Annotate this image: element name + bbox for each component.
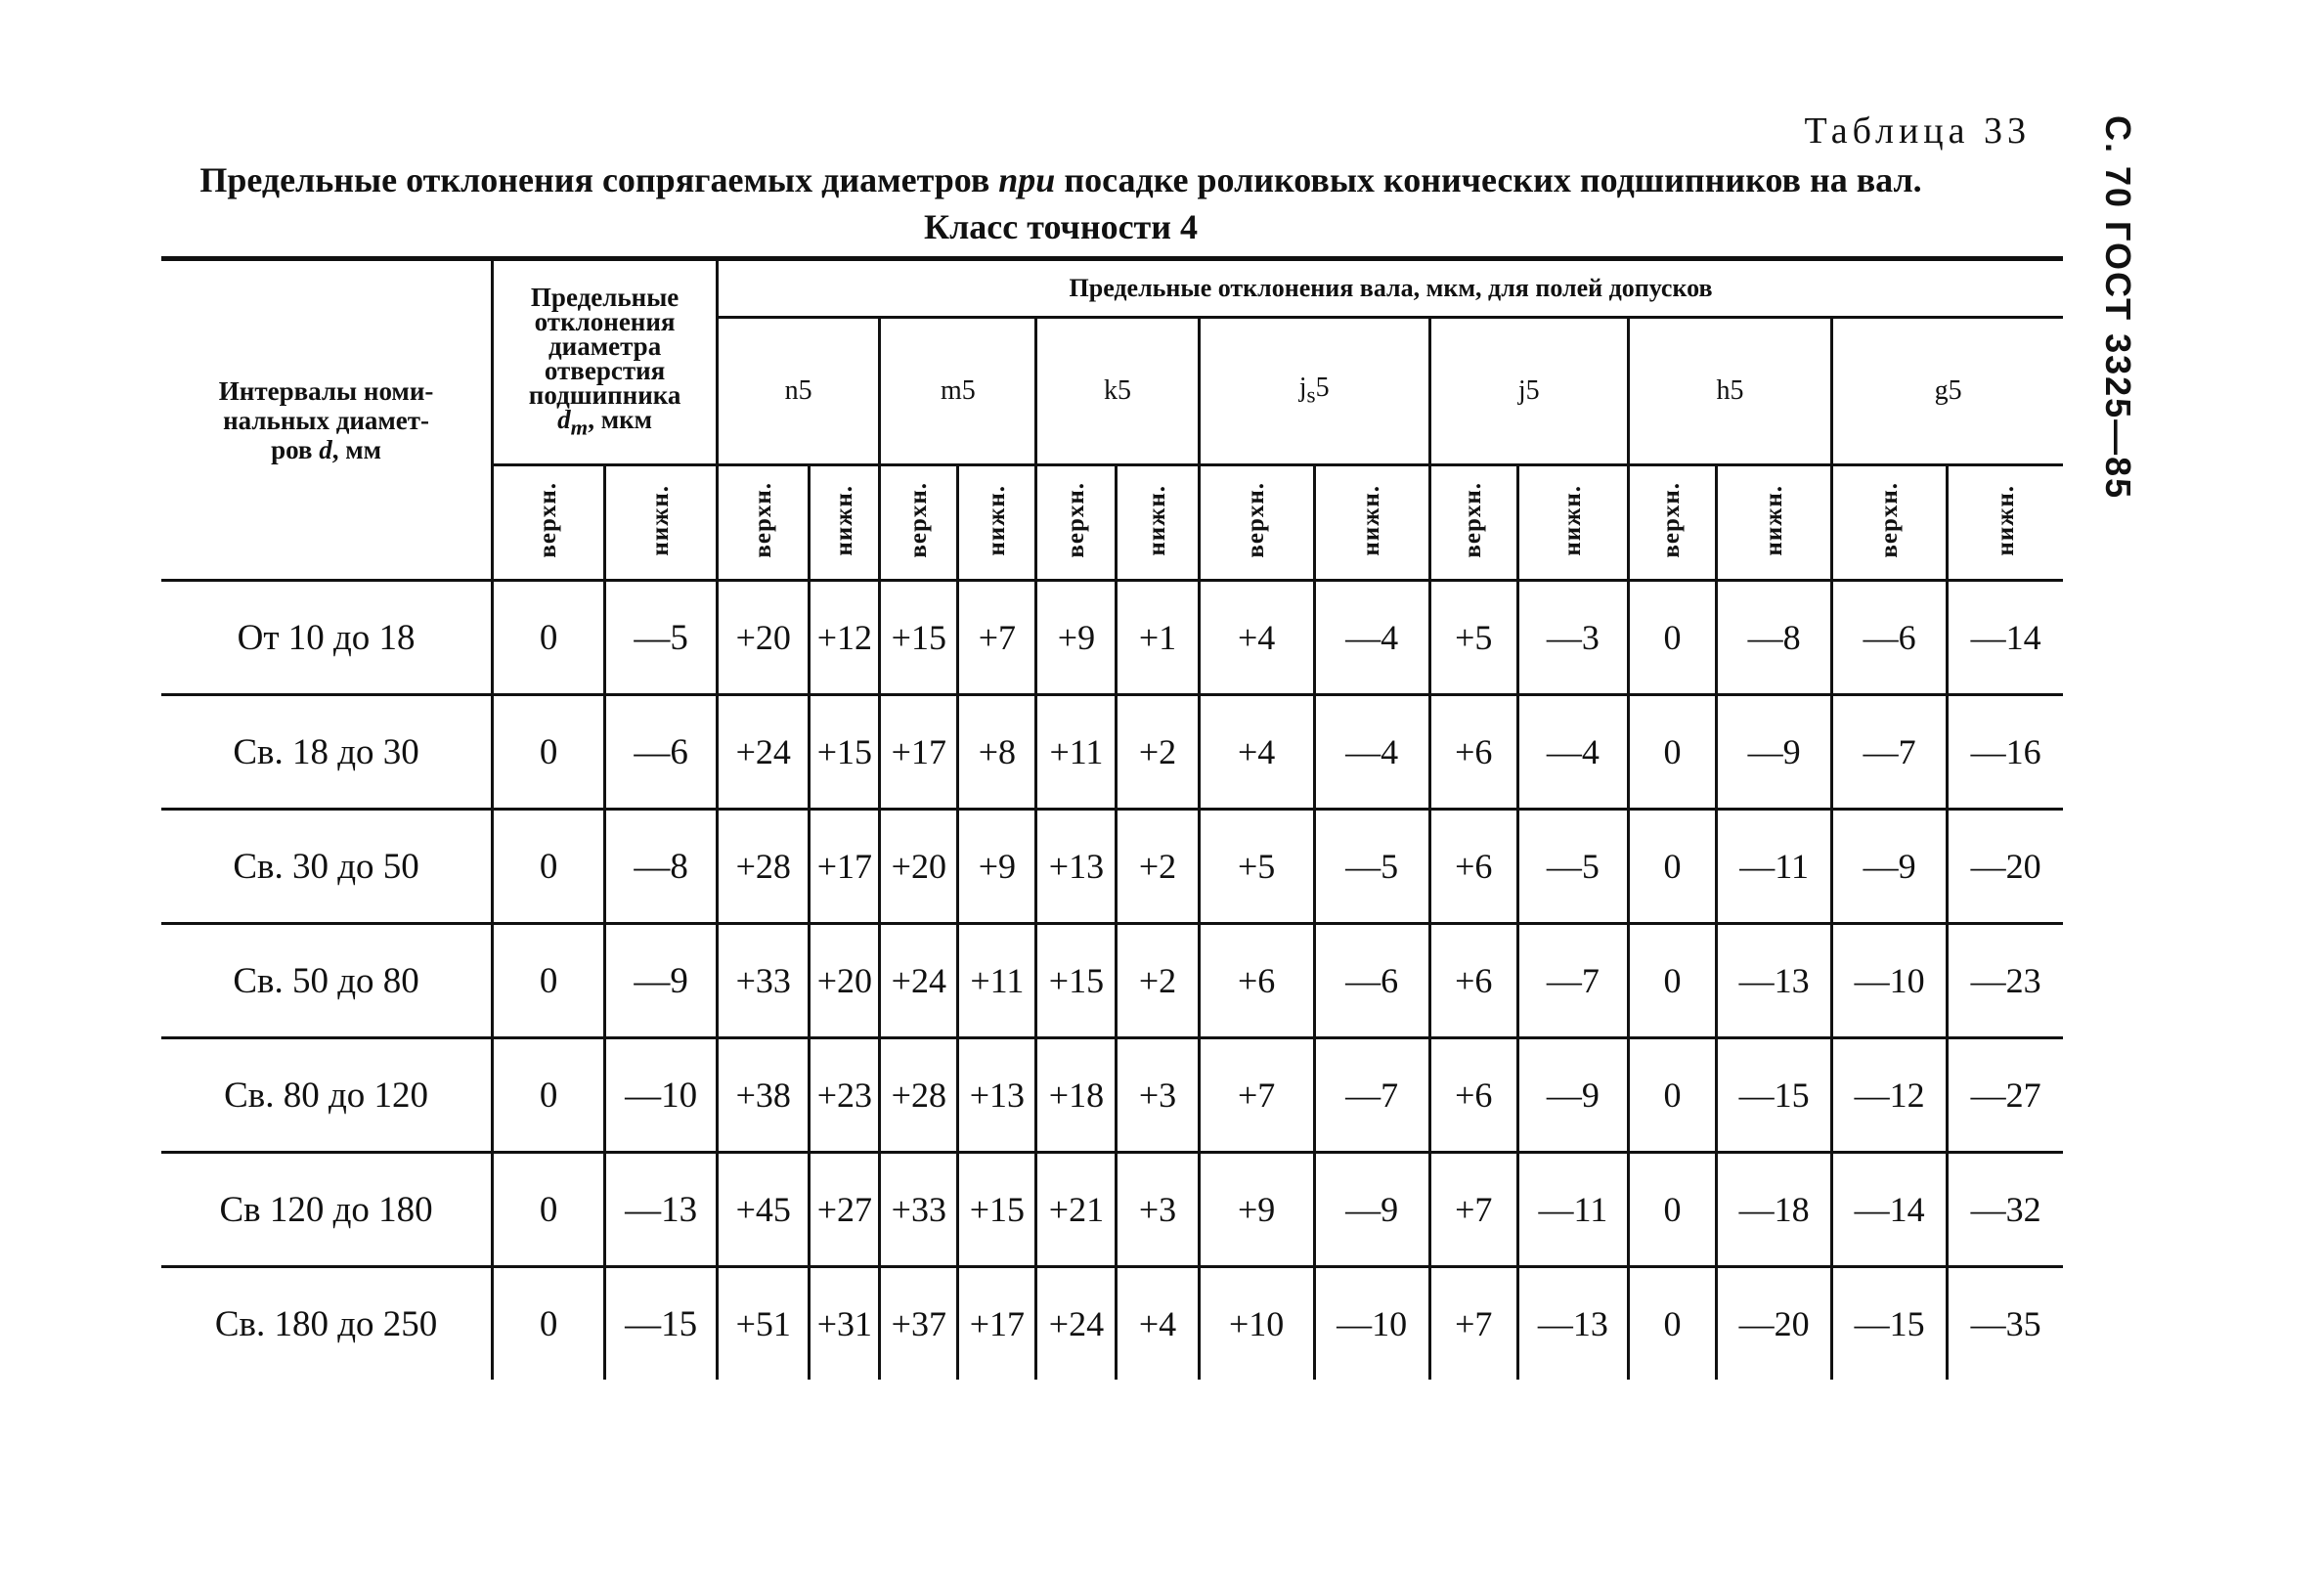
value-cell: +5 <box>1429 581 1517 695</box>
value-cell: —18 <box>1717 1153 1832 1267</box>
value-cell: —4 <box>1517 695 1628 810</box>
interval-column-header: Интервалы номи- нальных диамет- ров d, мм <box>161 259 493 581</box>
table-body <box>161 581 2063 1381</box>
value-cell: +33 <box>880 1153 958 1267</box>
deviation-table <box>161 256 2063 1380</box>
field-g5-header: g5 <box>1832 318 2063 465</box>
value-cell: +24 <box>880 924 958 1038</box>
value-cell: +9 <box>1199 1153 1314 1267</box>
value-cell: —13 <box>1717 924 1832 1038</box>
field-n5-header: n5 <box>718 318 880 465</box>
value-cell: +2 <box>1117 810 1199 924</box>
sub-upper: верхн. <box>718 465 810 581</box>
value-cell: —10 <box>1314 1267 1429 1381</box>
value-cell: +21 <box>1036 1153 1117 1267</box>
value-cell: +7 <box>1429 1267 1517 1381</box>
value-cell: +17 <box>810 810 880 924</box>
value-cell: 0 <box>493 1153 605 1267</box>
bearing-deviation-header: Предельные отклонения диаметра отверстия подшипника $d_m$, мкм <box>493 259 718 465</box>
value-cell: —20 <box>1948 810 2063 924</box>
value-cell: 0 <box>1628 695 1716 810</box>
value-cell: —35 <box>1948 1267 2063 1381</box>
title-part-2: при <box>998 160 1056 199</box>
field-k5-header: k5 <box>1036 318 1199 465</box>
sub-upper: верхн. <box>1628 465 1716 581</box>
value-cell: +5 <box>1199 810 1314 924</box>
value-cell: +28 <box>880 1038 958 1153</box>
value-cell: +6 <box>1199 924 1314 1038</box>
value-cell: +7 <box>1199 1038 1314 1153</box>
value-cell: +17 <box>880 695 958 810</box>
value-cell: —9 <box>1517 1038 1628 1153</box>
value-cell: —7 <box>1314 1038 1429 1153</box>
value-cell: +6 <box>1429 810 1517 924</box>
sub-upper: верхн. <box>493 465 605 581</box>
field-m5-header: m5 <box>880 318 1036 465</box>
value-cell: +1 <box>1117 581 1199 695</box>
value-cell: +13 <box>1036 810 1117 924</box>
value-cell: —6 <box>1314 924 1429 1038</box>
title-part-1: Предельные отклонения сопрягаемых диаметров <box>199 160 990 199</box>
value-cell: +15 <box>810 695 880 810</box>
value-cell: +15 <box>1036 924 1117 1038</box>
value-cell: 0 <box>1628 810 1716 924</box>
value-cell: —5 <box>1314 810 1429 924</box>
value-cell: +51 <box>718 1267 810 1381</box>
value-cell: +3 <box>1117 1038 1199 1153</box>
interval-cell: Св. 18 до 30 <box>161 695 493 810</box>
value-cell: —15 <box>1717 1038 1832 1153</box>
value-cell: —15 <box>605 1267 718 1381</box>
table-row <box>161 1267 2063 1381</box>
sub-upper: верхн. <box>1832 465 1948 581</box>
value-cell: +11 <box>1036 695 1117 810</box>
value-cell: +24 <box>1036 1267 1117 1381</box>
value-cell: +13 <box>958 1038 1036 1153</box>
value-cell: —20 <box>1717 1267 1832 1381</box>
value-cell: 0 <box>493 1038 605 1153</box>
value-cell: +6 <box>1429 695 1517 810</box>
value-cell: +10 <box>1199 1267 1314 1381</box>
value-cell: +12 <box>810 581 880 695</box>
table-row <box>161 810 2063 924</box>
value-cell: +27 <box>810 1153 880 1267</box>
value-cell: —11 <box>1517 1153 1628 1267</box>
value-cell: —13 <box>1517 1267 1628 1381</box>
value-cell: 0 <box>1628 1153 1716 1267</box>
value-cell: +6 <box>1429 1038 1517 1153</box>
sub-lower: нижн. <box>958 465 1036 581</box>
value-cell: 0 <box>1628 1038 1716 1153</box>
value-cell: —6 <box>1832 581 1948 695</box>
interval-cell: Св. 30 до 50 <box>161 810 493 924</box>
value-cell: —14 <box>1948 581 2063 695</box>
value-cell: +7 <box>958 581 1036 695</box>
value-cell: +20 <box>880 810 958 924</box>
value-cell: —7 <box>1517 924 1628 1038</box>
field-h5-header: h5 <box>1628 318 1831 465</box>
value-cell: +3 <box>1117 1153 1199 1267</box>
value-cell: +24 <box>718 695 810 810</box>
sub-lower: нижн. <box>1948 465 2063 581</box>
value-cell: 0 <box>1628 924 1716 1038</box>
value-cell: +33 <box>718 924 810 1038</box>
title-part-3: посадке роликовых конических подшипников на вал. <box>1064 160 1922 199</box>
value-cell: 0 <box>493 1267 605 1381</box>
sub-upper: верхн. <box>1036 465 1117 581</box>
value-cell: +4 <box>1117 1267 1199 1381</box>
value-cell: +38 <box>718 1038 810 1153</box>
value-cell: +23 <box>810 1038 880 1153</box>
sub-lower: нижн. <box>1517 465 1628 581</box>
value-cell: +20 <box>718 581 810 695</box>
value-cell: —4 <box>1314 581 1429 695</box>
value-cell: +31 <box>810 1267 880 1381</box>
value-cell: —9 <box>1832 810 1948 924</box>
value-cell: +18 <box>1036 1038 1117 1153</box>
value-cell: 0 <box>493 695 605 810</box>
sub-lower: нижн. <box>605 465 718 581</box>
value-cell: +8 <box>958 695 1036 810</box>
table-row <box>161 1153 2063 1267</box>
value-cell: —4 <box>1314 695 1429 810</box>
value-cell: +9 <box>1036 581 1117 695</box>
interval-cell: От 10 до 18 <box>161 581 493 695</box>
sub-lower: нижн. <box>1717 465 1832 581</box>
table-title <box>166 156 1955 250</box>
field-j5-header: j5 <box>1429 318 1628 465</box>
value-cell: —7 <box>1832 695 1948 810</box>
value-cell: 0 <box>493 810 605 924</box>
value-cell: —14 <box>1832 1153 1948 1267</box>
value-cell: —9 <box>1717 695 1832 810</box>
value-cell: —3 <box>1517 581 1628 695</box>
value-cell: —23 <box>1948 924 2063 1038</box>
value-cell: +17 <box>958 1267 1036 1381</box>
value-cell: +4 <box>1199 581 1314 695</box>
page-header: С. 70 ГОСТ 3325—85 <box>2098 115 2138 501</box>
interval-cell: Св. 180 до 250 <box>161 1267 493 1381</box>
value-cell: —9 <box>605 924 718 1038</box>
value-cell: +2 <box>1117 924 1199 1038</box>
value-cell: +15 <box>880 581 958 695</box>
value-cell: —12 <box>1832 1038 1948 1153</box>
sub-lower: нижн. <box>1117 465 1199 581</box>
value-cell: —10 <box>605 1038 718 1153</box>
value-cell: +11 <box>958 924 1036 1038</box>
sub-upper: верхн. <box>1429 465 1517 581</box>
value-cell: +9 <box>958 810 1036 924</box>
value-cell: +28 <box>718 810 810 924</box>
table-row <box>161 581 2063 695</box>
value-cell: 0 <box>493 924 605 1038</box>
value-cell: —11 <box>1717 810 1832 924</box>
field-js5-header: $j_s5$ <box>1199 318 1429 465</box>
value-cell: +6 <box>1429 924 1517 1038</box>
value-cell: —8 <box>605 810 718 924</box>
interval-cell: Св 120 до 180 <box>161 1153 493 1267</box>
value-cell: +4 <box>1199 695 1314 810</box>
shaft-deviation-header: Предельные отклонения вала, мкм, для полей допусков <box>718 259 2063 318</box>
value-cell: +15 <box>958 1153 1036 1267</box>
table-row <box>161 1038 2063 1153</box>
value-cell: —9 <box>1314 1153 1429 1267</box>
value-cell: —5 <box>1517 810 1628 924</box>
sub-upper: верхн. <box>1199 465 1314 581</box>
value-cell: +7 <box>1429 1153 1517 1267</box>
value-cell: +2 <box>1117 695 1199 810</box>
value-cell: —8 <box>1717 581 1832 695</box>
interval-cell: Св. 50 до 80 <box>161 924 493 1038</box>
value-cell: +20 <box>810 924 880 1038</box>
value-cell: —15 <box>1832 1267 1948 1381</box>
interval-cell: Св. 80 до 120 <box>161 1038 493 1153</box>
value-cell: 0 <box>1628 1267 1716 1381</box>
value-cell: —16 <box>1948 695 2063 810</box>
value-cell: —13 <box>605 1153 718 1267</box>
value-cell: —5 <box>605 581 718 695</box>
sub-lower: нижн. <box>1314 465 1429 581</box>
value-cell: +45 <box>718 1153 810 1267</box>
table-number: Таблица 33 <box>1804 110 2031 152</box>
value-cell: —27 <box>1948 1038 2063 1153</box>
value-cell: 0 <box>1628 581 1716 695</box>
table-subtitle: Класс точности 4 <box>924 207 1198 246</box>
sub-lower: нижн. <box>810 465 880 581</box>
table-row <box>161 924 2063 1038</box>
table-row <box>161 695 2063 810</box>
value-cell: +37 <box>880 1267 958 1381</box>
value-cell: —10 <box>1832 924 1948 1038</box>
value-cell: 0 <box>493 581 605 695</box>
value-cell: —6 <box>605 695 718 810</box>
value-cell: —32 <box>1948 1153 2063 1267</box>
sub-upper: верхн. <box>880 465 958 581</box>
